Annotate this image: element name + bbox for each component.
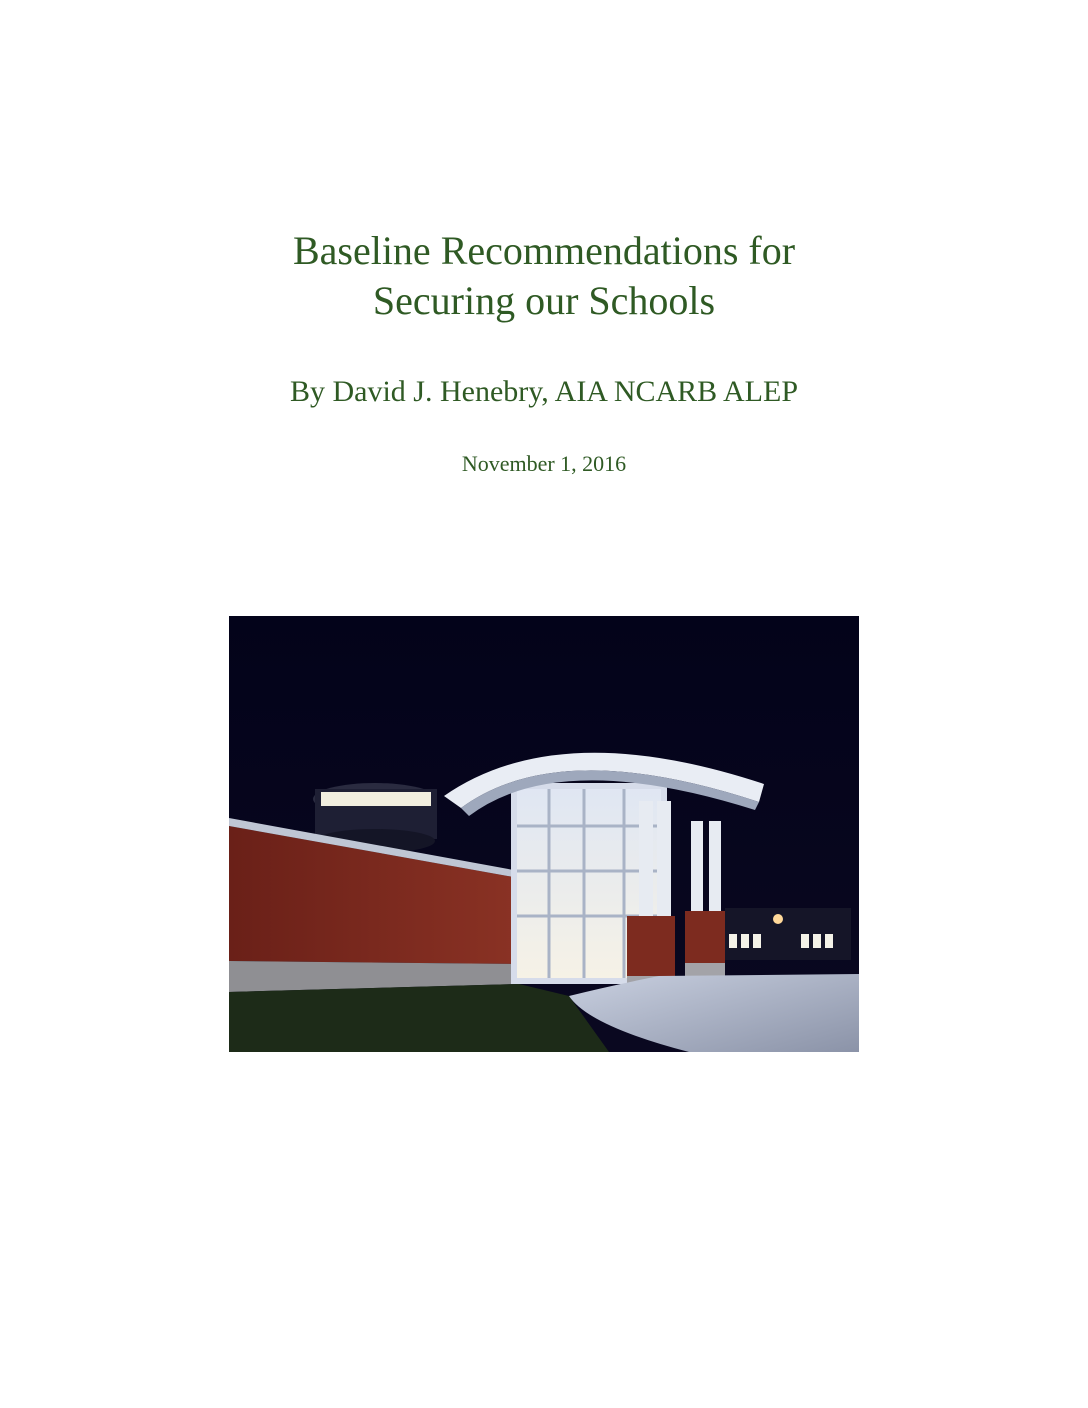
title-block <box>0 226 1088 326</box>
author-line: By David J. Henebry, AIA NCARB ALEP <box>289 375 799 408</box>
document-title-line-1: Baseline Recommendations for <box>292 228 796 273</box>
cover-photo <box>229 616 859 1052</box>
background-wing <box>725 908 851 960</box>
document-title-line-2: Securing our Schools <box>372 278 716 323</box>
lawn <box>229 984 609 1052</box>
document-date: November 1, 2016 <box>461 451 627 476</box>
